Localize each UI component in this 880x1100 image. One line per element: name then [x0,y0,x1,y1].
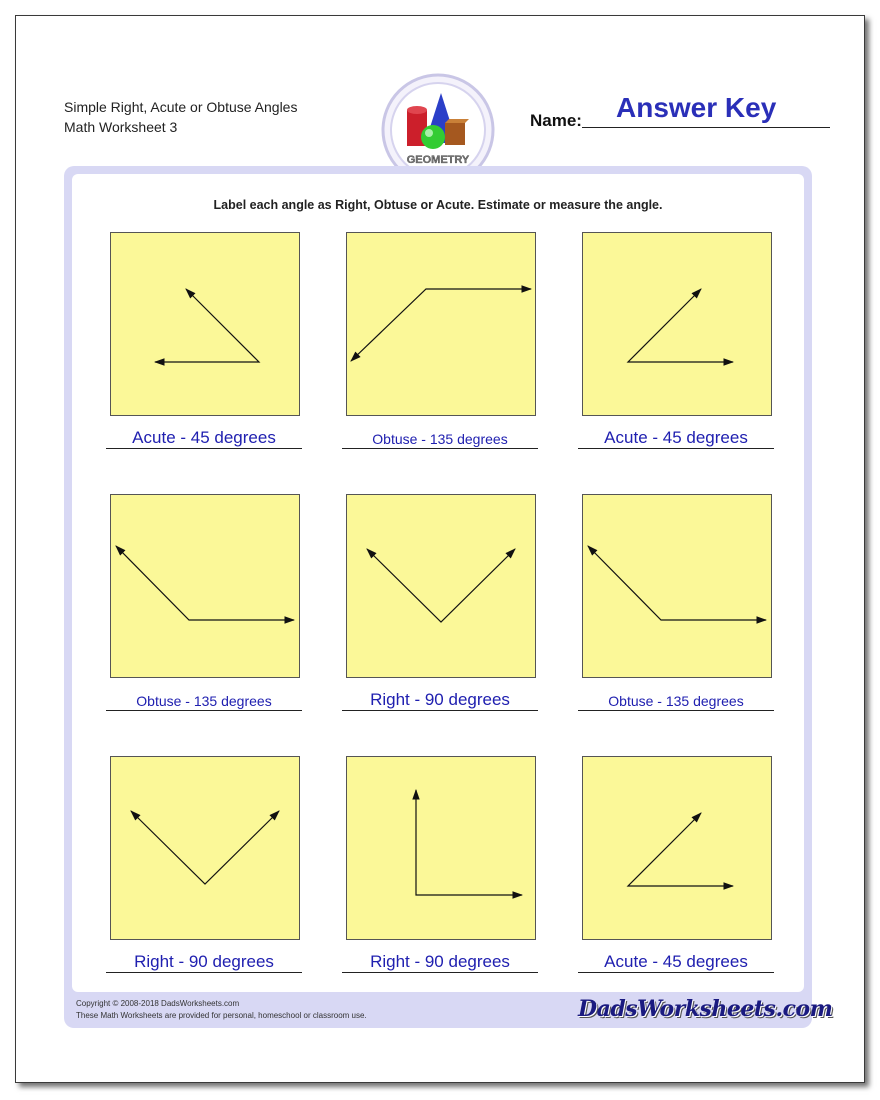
usage-note: These Math Worksheets are provided for personal, homeschool or classroom use. [76,1011,367,1020]
angle-figure-5 [347,495,535,677]
title-line-2: Math Worksheet 3 [64,119,178,135]
answer-line-7 [106,972,302,973]
angle-figure-9 [583,757,771,939]
answer-line-8 [342,972,538,973]
name-label: Name: [530,111,582,130]
angle-panel-9 [582,756,772,940]
angle-panel-4 [110,494,300,678]
angle-panel-1 [110,232,300,416]
answer-4: Obtuse - 135 degrees [136,693,272,709]
copyright-text: Copyright © 2008-2018 DadsWorksheets.com [76,999,240,1008]
name-field [530,90,830,130]
worksheet-title [64,97,297,137]
angle-figure-7 [111,757,299,939]
answer-5: Right - 90 degrees [370,690,510,709]
answer-3: Acute - 45 degrees [604,428,748,447]
answer-line-4 [106,710,302,711]
answer-line-6 [578,710,774,711]
angle-figure-3 [583,233,771,415]
angle-figure-8 [347,757,535,939]
angle-panel-7 [110,756,300,940]
angle-figure-6 [583,495,771,677]
angle-panel-6 [582,494,772,678]
answer-8: Right - 90 degrees [370,952,510,971]
answer-line-1 [106,448,302,449]
angle-figure-4 [111,495,299,677]
answer-9: Acute - 45 degrees [604,952,748,971]
title-line-1: Simple Right, Acute or Obtuse Angles [64,99,298,115]
answer-key-label: Answer Key [616,92,777,123]
angle-panel-3 [582,232,772,416]
angle-figure-1 [111,233,299,415]
answer-6: Obtuse - 135 degrees [608,693,744,709]
answer-line-9 [578,972,774,973]
answer-line-2 [342,448,538,449]
logo-text: GEOMETRY [406,154,470,166]
footer [76,998,367,1022]
answer-1: Acute - 45 degrees [132,428,276,447]
angle-panel-2 [346,232,536,416]
name-underline [582,127,830,128]
answer-line-5 [342,710,538,711]
angle-panel-8 [346,756,536,940]
instructions: Label each angle as Right, Obtuse or Acute. Estimate or measure the angle. [213,198,663,212]
answer-7: Right - 90 degrees [134,952,274,971]
angle-figure-2 [347,233,535,415]
answer-line-3 [578,448,774,449]
brand-logo: DadsWorksheets.com [578,996,833,1022]
answer-2: Obtuse - 135 degrees [372,431,508,447]
angle-panel-5 [346,494,536,678]
